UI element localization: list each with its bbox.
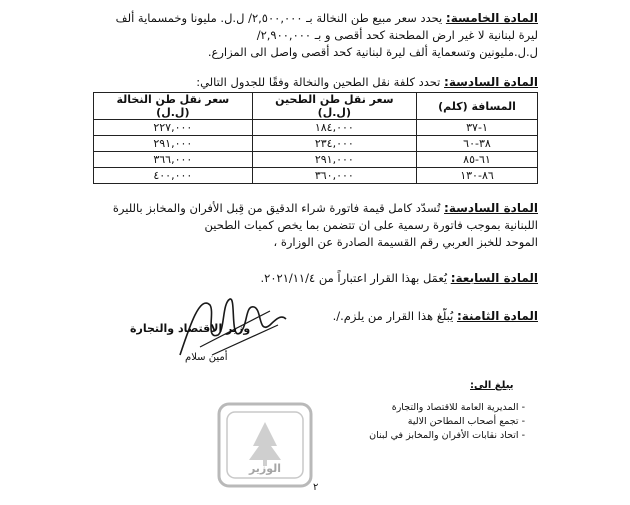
article8-text: يُبلّغ هذا القرار من يلزم./. (332, 309, 454, 323)
cell-flour-price: ١٨٤,٠٠٠ (252, 120, 416, 136)
article6b-text-1: تُسدّد كامل قيمة فاتورة شراء الدقيق من قِبل الأفران والمخابز بالليرة (112, 201, 441, 215)
article6b-line-3: الموحد للخبز العربي رقم القسيمة الصادرة عن الوزارة ، (273, 235, 538, 249)
header-flour-price: سعر نقل طن الطحين (ل.ل) (252, 93, 416, 120)
cell-distance: ٣٨-٦٠ (417, 136, 538, 152)
article6b-line-2: اللبنانية بموجب فاتورة رسمية على ان تتضمن بما يخص كميات الطحين (204, 218, 538, 232)
article5-label: المادة الخامسة: (445, 11, 538, 25)
cc-item-text: اتحاد نقابات الأفران والمخابز في لبنان (369, 430, 519, 441)
cell-bran-price: ٢٢٧,٠٠٠ (94, 120, 253, 136)
article8-label: المادة الثامنة: (456, 309, 538, 323)
article6b-line-1 (60, 200, 538, 216)
table-row (94, 120, 538, 136)
cc-item-text: المديرية العامة للاقتصاد والتجارة (391, 402, 519, 413)
cell-bran-price: ٤٠٠,٠٠٠ (94, 168, 253, 184)
cc-item: - المديرية العامة للاقتصاد والتجارة (391, 402, 525, 413)
article6-label: المادة السادسة: (444, 75, 538, 89)
cc-item-text: تجمع أصحاب المطاحن الالية (407, 416, 519, 427)
table-row (94, 168, 538, 184)
article5-line-2: ليرة لبنانية لا غير ارض المطحنة كحد أقصى و بـ ٢,٩٠٠,٠٠٠/ (256, 28, 538, 42)
header-distance: المسافة (كلم) (417, 93, 538, 120)
article6-text: تحدد كلفة نقل الطحين والنخالة وفقًا للجدول التالي: (196, 75, 441, 89)
header-bran-price: سعر نقل طن النخالة (ل.ل) (94, 93, 253, 120)
table-row (94, 136, 538, 152)
table-header-row (94, 93, 538, 120)
ministry-stamp-icon (215, 400, 315, 490)
article5-line-3: ل.ل.مليونين وتسعماية ألف ليرة لبنانية كحد أقصى واصل الى المزارع. (207, 45, 538, 59)
cell-distance: ٨٦-١٣٠ (417, 168, 538, 184)
table-row (94, 152, 538, 168)
cell-flour-price: ٣٦٠,٠٠٠ (252, 168, 416, 184)
article6-heading (60, 74, 538, 90)
stamp-text: الوزير (248, 462, 282, 475)
article7-text: يُعمَل بهذا القرار اعتباراً من ٢٠٢١/١١/٤. (260, 271, 448, 285)
page-number: ٢ (313, 482, 319, 493)
signature-title: وزير الاقتصاد والتجارة (130, 322, 251, 335)
cc-item: - تجمع أصحاب المطاحن الالية (407, 416, 525, 427)
transport-cost-table (93, 92, 538, 184)
cell-distance: ٦١-٨٥ (417, 152, 538, 168)
article5-text-1: يحدد سعر مبيع طن النخالة بـ ٢,٥٠٠,٠٠٠/ ل.ل. مليونا وخمسماية ألف (115, 11, 443, 25)
article7 (60, 270, 538, 286)
cell-flour-price: ٢٩١,٠٠٠ (252, 152, 416, 168)
signature-name: أمين سلام (185, 352, 228, 363)
cell-bran-price: ٢٩١,٠٠٠ (94, 136, 253, 152)
cell-flour-price: ٢٣٤,٠٠٠ (252, 136, 416, 152)
article7-label: المادة السابعة: (450, 271, 538, 285)
cc-item: - اتحاد نقابات الأفران والمخابز في لبنان (369, 430, 525, 441)
cell-distance: ١-٣٧ (417, 120, 538, 136)
cc-heading: يبلغ الى: (470, 380, 514, 391)
cell-bran-price: ٣٦٦,٠٠٠ (94, 152, 253, 168)
article6b-label: المادة السادسة: (444, 201, 538, 215)
article5-line-1 (60, 10, 538, 26)
